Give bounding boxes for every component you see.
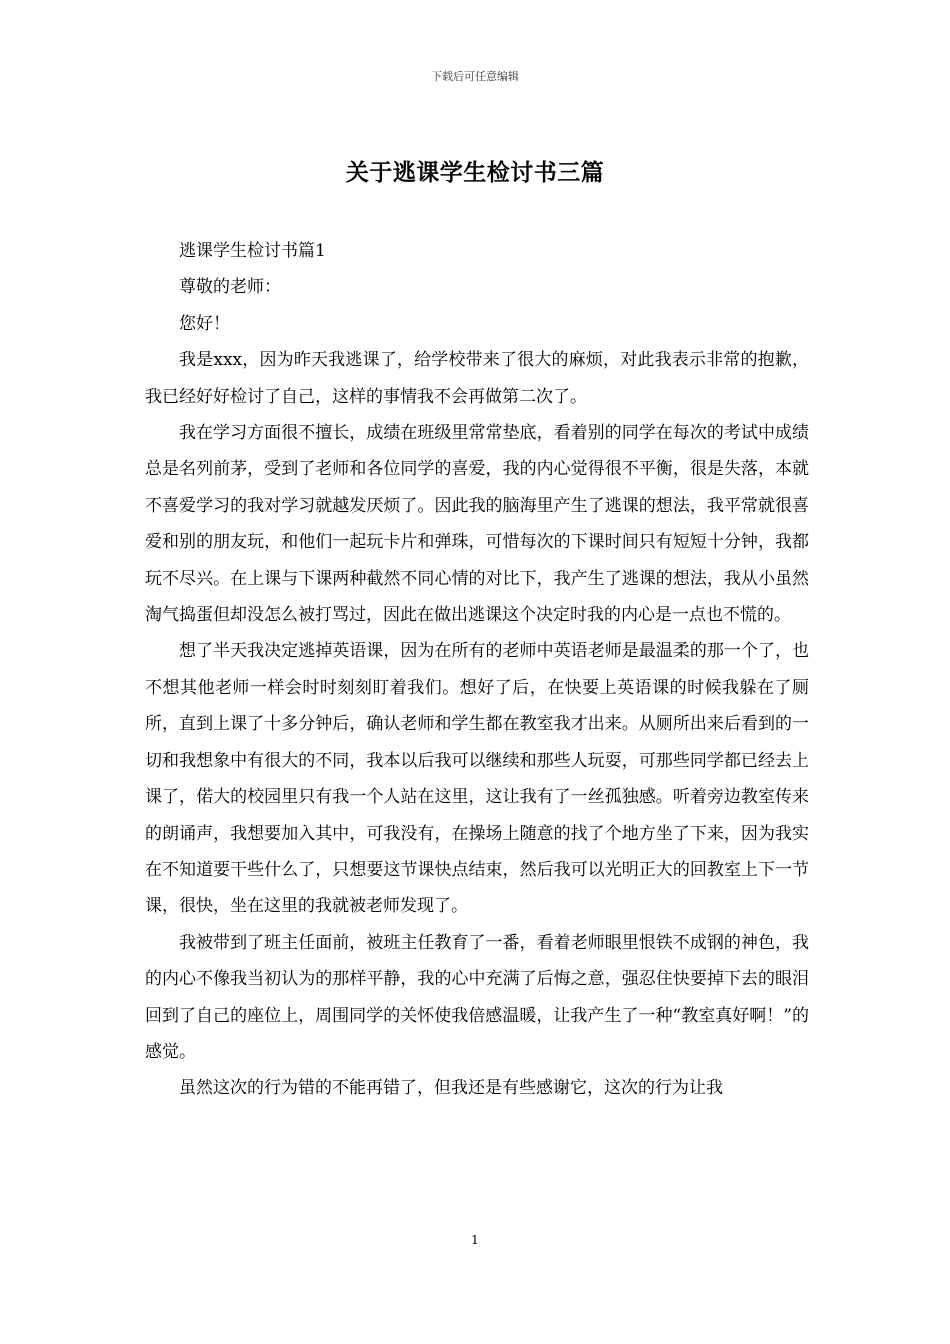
page-number: 1 <box>471 1233 479 1247</box>
greeting: 您好！ <box>179 313 230 334</box>
section-heading: 逃课学生检讨书篇1 <box>179 241 326 261</box>
paragraph-2: 我在学习方面很不擅长，成绩在班级里常常垫底，看着别的同学在每次的考试中成绩总是名列前茅，受到了老师和各位同学的喜爱，我的内心觉得很不平衡，很是失落，本就不喜爱学习的我对学习就越发厌烦了。因此我的脑海里产生了逃课的想法，我平常就很喜爱和别的朋友玩，和他们一起玩卡片和弹珠，可惜每次的下课时间只有短短十分钟，我都玩不尽兴。在上课与下课两种截然不同心情的对比下，我产生了逃课的想法，我从小虽然淘气捣蛋但却没怎么被打骂过，因此在做出逃课这个决定时我的内心是一点也不慌的。 <box>145 423 809 626</box>
paragraph-1: 我是xxx，因为昨天我逃课了，给学校带来了很大的麻烦，对此我表示非常的抱歉，我已经好好检讨了自己，这样的事情我不会再做第二次了。 <box>145 350 809 407</box>
paragraph-4: 我被带到了班主任面前，被班主任教育了一番，看着老师眼里恨铁不成钢的神色，我的内心不像我当初认为的那样平静，我的心中充满了后悔之意，强忍住快要掉下去的眼泪回到了自己的座位上，周围同学的关怀使我倍感温暖，让我产生了一种“教室真好啊！”的感觉。 <box>145 932 809 1062</box>
paragraph-5: 虽然这次的行为错的不能再错了，但我还是有些感谢它，这次的行为让我 <box>179 1078 723 1099</box>
document-title: 关于逃课学生检讨书三篇 <box>345 159 605 186</box>
salutation: 尊敬的老师： <box>179 277 281 298</box>
paragraph-3: 想了半天我决定逃掉英语课，因为在所有的老师中英语老师是最温柔的那一个了，也不想其他老师一样会时时刻刻盯着我们。想好了后，在快要上英语课的时候我躲在了厕所，直到上课了十多分钟后，确认老师和学生都在教室我才出来。从厕所出来后看到的一切和我想象中有很大的不同，我本以后我可以继续和那些人玩耍，可那些同学都已经去上课了，偌大的校园里只有我一个人站在这里，这让我有了一丝孤独感。听着旁边教室传来的朗诵声，我想要加入其中，可我没有，在操场上随意的找了个地方坐了下来，因为我实在不知道要干些什么了，只想要这节课快点结束，然后我可以光明正大的回教室上下一节课，很快，坐在这里的我就被老师发现了。 <box>145 641 809 917</box>
header-note: 下载后可任意编辑 <box>431 70 519 83</box>
document-body <box>145 233 809 1107</box>
